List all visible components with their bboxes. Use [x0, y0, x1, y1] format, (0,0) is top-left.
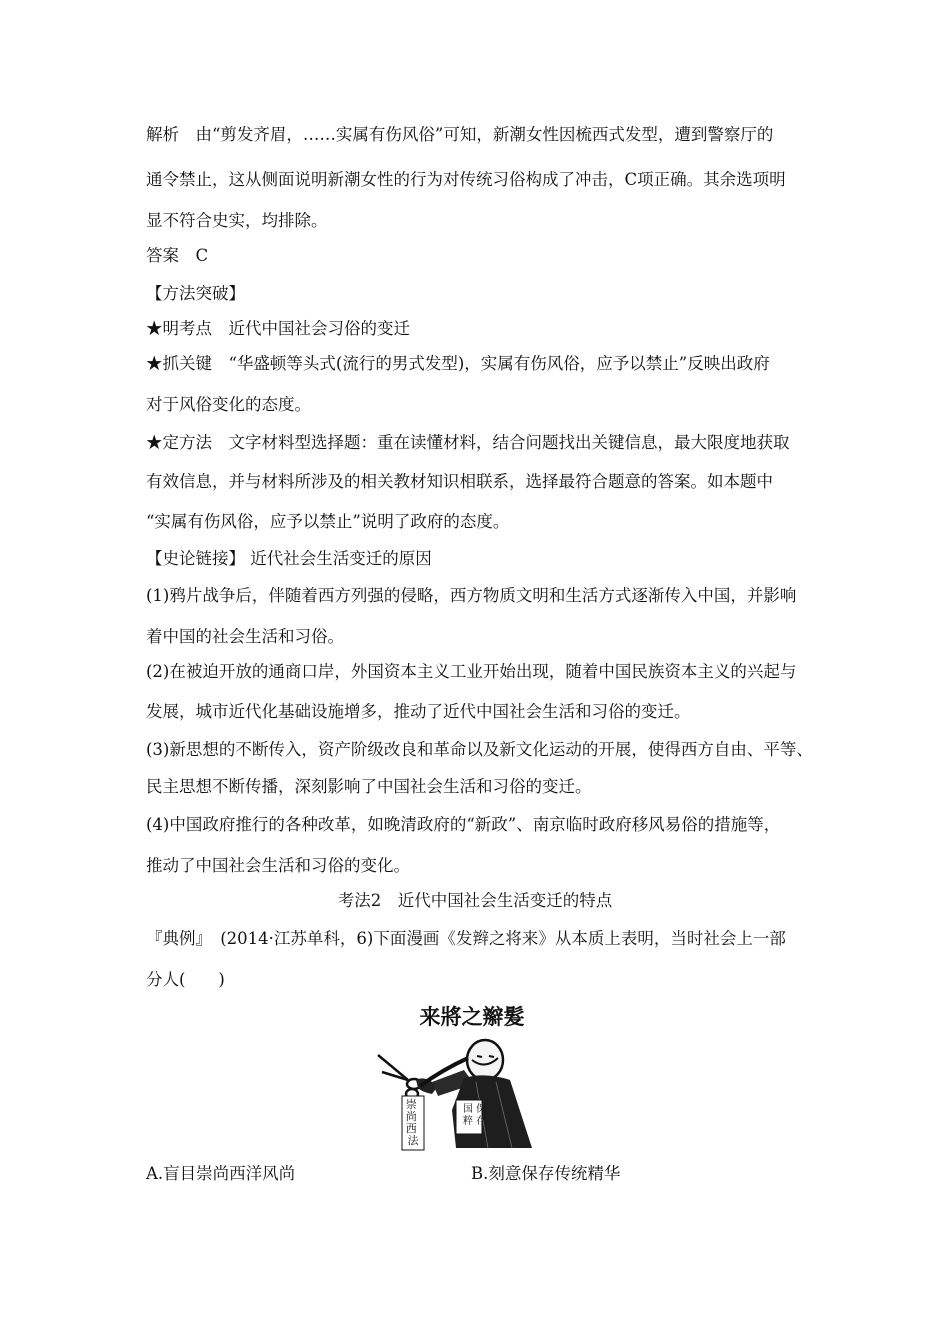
analysis-line-1: 解析 由“剪发齐眉，……实属有伤风俗”可知，新潮女性因梳西式发型，遭到警察厅的: [146, 125, 774, 144]
option-b: B.刻意保存传统精华: [471, 1164, 621, 1183]
right-tag-text: [463, 1102, 489, 1127]
method-key-line-1: ★抓关键 “华盛顿等头式(流行的男式发型)，实属有伤风俗，应予以禁止”反映出政府: [146, 354, 770, 373]
example-line-1: 『典例』 (2014·江苏单科，6)下面漫画《发辫之将来》从本质上表明，当时社会上一部: [146, 929, 786, 948]
cartoon-title: 来將之辮髮: [419, 1005, 525, 1029]
left-tag-char-2: 尚: [405, 1110, 417, 1123]
right-tag-char-1: 保: [476, 1104, 486, 1115]
method-way-line-1: ★定方法 文字材料型选择题：重在读懂材料，结合问题找出关键信息，最大限度地获取: [146, 433, 790, 452]
history-link-p1-line-2: 着中国的社会生活和习俗。: [146, 627, 344, 646]
option-a: A.盲目崇尚西洋风尚: [146, 1164, 296, 1183]
left-tag-char-1: 崇: [405, 1098, 417, 1111]
right-tag-char-2: 存: [476, 1116, 486, 1127]
left-tag-text: [406, 1097, 421, 1147]
example-line-2: 分人( ): [146, 970, 225, 989]
scissors-icon: [378, 1055, 421, 1099]
method-way-line-3: “实属有伤风俗，应予以禁止”说明了政府的态度。: [146, 512, 510, 531]
method-way-line-2: 有效信息，并与材料所涉及的相关教材知识相联系，选择最符合题意的答案。如本题中: [146, 472, 773, 491]
history-link-p1-line-1: (1)鸦片战争后，伴随着西方列强的侵略，西方物质文明和生活方式逐渐传入中国，并影响: [146, 586, 797, 605]
history-link-p3-line-2: 民主思想不断传播，深刻影响了中国社会生活和习俗的变迁。: [146, 777, 592, 796]
history-link-heading: 【史论链接】 近代社会生活变迁的原因: [146, 549, 432, 568]
right-tag-char-3: 国: [463, 1104, 473, 1115]
left-tag-char-4: 法: [407, 1134, 419, 1147]
analysis-line-3: 显不符合史实，均排除。: [146, 211, 328, 230]
answer: 答案 C: [146, 246, 209, 265]
analysis-line-2: 通令禁止，这从侧面说明新潮女性的行为对传统习俗构成了冲击，C项正确。其余选项明: [146, 170, 786, 189]
history-link-p2-line-1: (2)在被迫开放的通商口岸，外国资本主义工业开始出现，随着中国民族资本主义的兴起与: [146, 662, 797, 681]
right-tag-char-4: 粹: [463, 1116, 473, 1127]
method-point: ★明考点 近代中国社会习俗的变迁: [146, 319, 410, 338]
history-link-p4-line-1: (4)中国政府推行的各种改革，如晚清政府的“新政”、南京临时政府移风易俗的措施等，: [146, 815, 781, 834]
history-link-p4-line-2: 推动了中国社会生活和习俗的变化。: [146, 856, 410, 875]
section-title: 考法2 近代中国社会生活变迁的特点: [337, 891, 613, 910]
method-heading: 【方法突破】: [146, 284, 245, 303]
cartoon-illustration: [372, 1000, 572, 1152]
history-link-p3-line-1: (3)新思想的不断传入，资产阶级改良和革命以及新文化运动的开展，使得西方自由、平等、: [146, 740, 813, 759]
method-key-line-2: 对于风俗变化的态度。: [146, 395, 311, 414]
cartoon: [372, 1000, 572, 1152]
history-link-p2-line-2: 发展，城市近代化基础设施增多，推动了近代中国社会生活和习俗的变迁。: [146, 702, 691, 721]
left-tag-char-3: 西: [405, 1122, 417, 1135]
